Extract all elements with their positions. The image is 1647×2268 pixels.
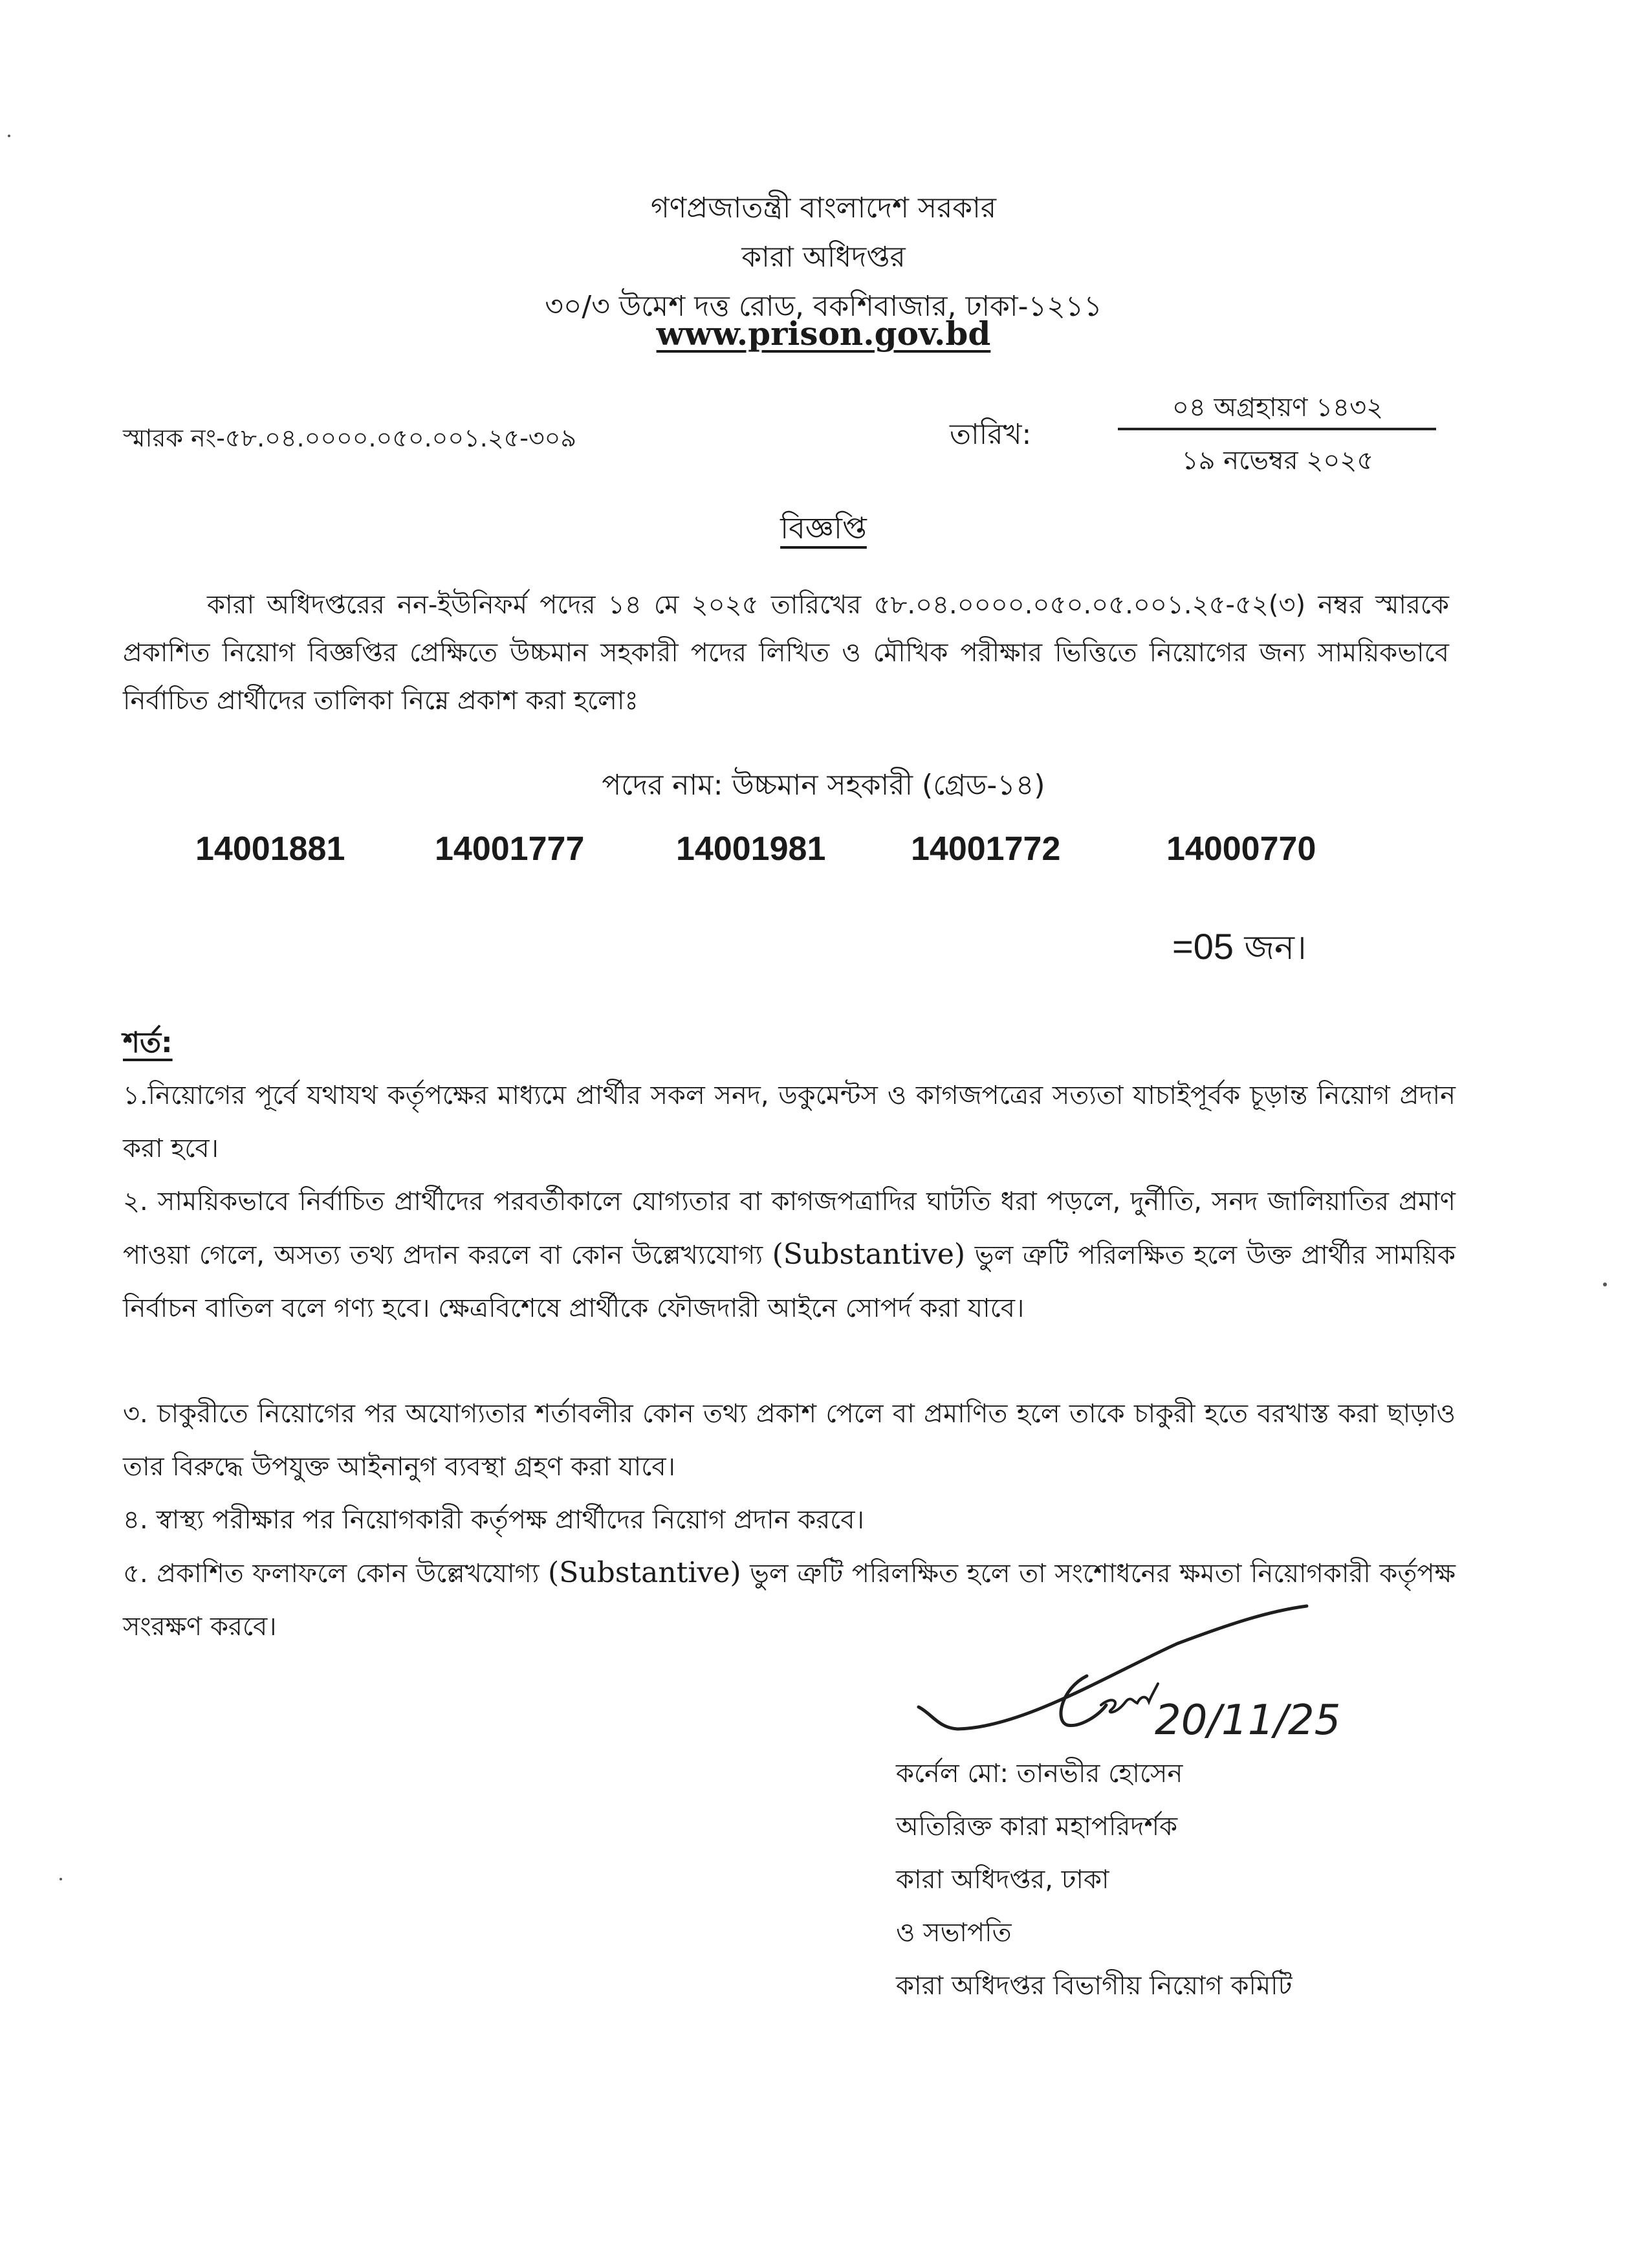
roll-number: 14001772 [911, 830, 1061, 868]
scan-speck [1603, 1283, 1607, 1286]
total-count: =05 [1172, 926, 1234, 967]
handwritten-signature [893, 1598, 1384, 1754]
signatory-committee: কারা অধিদপ্তর বিভাগীয় নিয়োগ কমিটি [896, 1971, 1293, 2001]
condition-item-3: ৩. চাকুরীতে নিয়োগের পর অযোগ্যতার শর্তাবলীর কোন তথ্য প্রকাশ পেলে বা প্রমাণিত হলে তাকে চাকুরী হতে বরখাস্ত করা ছাড়াও তার বিরুদ্ধে উপযুক্ত আইনানুগ ব্যবস্থা গ্রহণ করা যাবে। [123, 1399, 1456, 1482]
signatory-office: কারা অধিদপ্তর, ঢাকা [896, 1865, 1109, 1895]
roll-number: 14001981 [676, 830, 826, 868]
office-address: ৩০/৩ উমেশ দত্ত রোড, বকশিবাজার, ঢাকা-১২১১ [545, 290, 1102, 323]
signature-date: 20/11/25 [1155, 1697, 1341, 1745]
condition-text: ভুল ত্রুটি পরিলক্ষিত হলে উক্ত প্রার্থীর সাময়িক নির্বাচন বাতিল বলে গণ্য হবে। ক্ষেত্রবিশেষে প্রার্থীকে ফৌজদারী আইনে সোপর্দ করা যাবে। [123, 1240, 1456, 1323]
substantive-term: (Substantive) [548, 1556, 741, 1589]
total-selected [1172, 921, 1307, 978]
signatory-role: ও সভাপতি [896, 1918, 1012, 1948]
signature-block [896, 1747, 1292, 2012]
scan-speck [8, 135, 10, 137]
notice-body [123, 581, 1449, 725]
memo-number: স্মারক নং-৫৮.০৪.০০০০.০৫০.০০১.২৫-৩০৯ [123, 424, 576, 452]
roll-number: 14001777 [435, 830, 585, 868]
condition-item-2 [123, 1175, 1456, 1335]
date-label: তারিখ: [950, 418, 1032, 451]
condition-item-1: ১.নিয়োগের পূর্বে যথাযথ কর্তৃপক্ষের মাধ্যমে প্রার্থীর সকল সনদ, ডকুমেন্টস ও কাগজপত্রের সত্যতা যাচাইপূর্বক চূড়ান্ত নিয়োগ প্রদান করা হবে। [123, 1081, 1456, 1163]
roll-number: 14001881 [195, 830, 345, 868]
substantive-term: (Substantive) [772, 1238, 966, 1271]
department-name: কারা অধিদপ্তর [741, 241, 906, 274]
total-unit: জন। [1234, 929, 1307, 967]
conditions-title: শর্ত: [123, 1026, 173, 1059]
notice-title: বিজ্ঞপ্তি [780, 511, 867, 545]
condition-text: ৫. প্রকাশিত ফলাফলে কোন উল্লেখযোগ্য [123, 1559, 549, 1589]
condition-item-4: ৪. স্বাস্থ্য পরীক্ষার পর নিয়োগকারী কর্তৃপক্ষ প্রার্থীদের নিয়োগ প্রদান করবে। [123, 1505, 864, 1535]
date-gregorian: ১৯ নভেম্বর ২০২৫ [1181, 446, 1374, 476]
condition-text: ২. সাময়িকভাবে নির্বাচিত প্রার্থীদের পরবর্তীকালে যোগ্যতার বা কাগজপত্রাদির ঘাটতি ধরা পড়লে, দুর্নীতি, সনদ জালিয়াতির প্রমাণ পাওয়া গেলে, অসত্য তথ্য প্রদান করলে বা কোন উল্লেখ্যযোগ্য [123, 1187, 1456, 1270]
government-name: গণপ্রজাতন্ত্রী বাংলাদেশ সরকার [650, 192, 997, 225]
condition-text: ভুল ত্রুটি পরিলক্ষিত হলে তা সংশোধনের ক্ষমতা নিয়োগকারী কর্তৃপক্ষ সংরক্ষণ করবে। [123, 1559, 1456, 1642]
website-link[interactable]: www.prison.gov.bd [656, 314, 991, 353]
post-name: পদের নাম: উচ্চমান সহকারী (গ্রেড-১৪) [602, 769, 1045, 802]
date-divider [1118, 428, 1436, 430]
roll-number: 14000770 [1166, 830, 1316, 868]
scan-speck [60, 1878, 62, 1880]
signatory-designation: অতিরিক্ত কারা মহাপরিদর্শক [896, 1812, 1178, 1842]
notice-body-text: কারা অধিদপ্তরের নন-ইউনিফর্ম পদের ১৪ মে ২০২৫ তারিখের ৫৮.০৪.০০০০.০৫০.০৫.০০১.২৫-৫২(৩) নম্বর স্মারকে প্রকাশিত নিয়োগ বিজ্ঞপ্তির প্রেক্ষিতে উচ্চমান সহকারী পদের লিখিত ও মৌখিক পরীক্ষার ভিত্তিতে নিয়োগের জন্য সাময়িকভাবে নির্বাচিত প্রার্থীদের তালিকা নিম্নে প্রকাশ করা হলোঃ [123, 590, 1449, 716]
signatory-name: কর্নেল মো: তানভীর হোসেন [896, 1759, 1183, 1789]
date-bangla: ০৪ অগ্রহায়ণ ১৪৩২ [1172, 393, 1384, 423]
